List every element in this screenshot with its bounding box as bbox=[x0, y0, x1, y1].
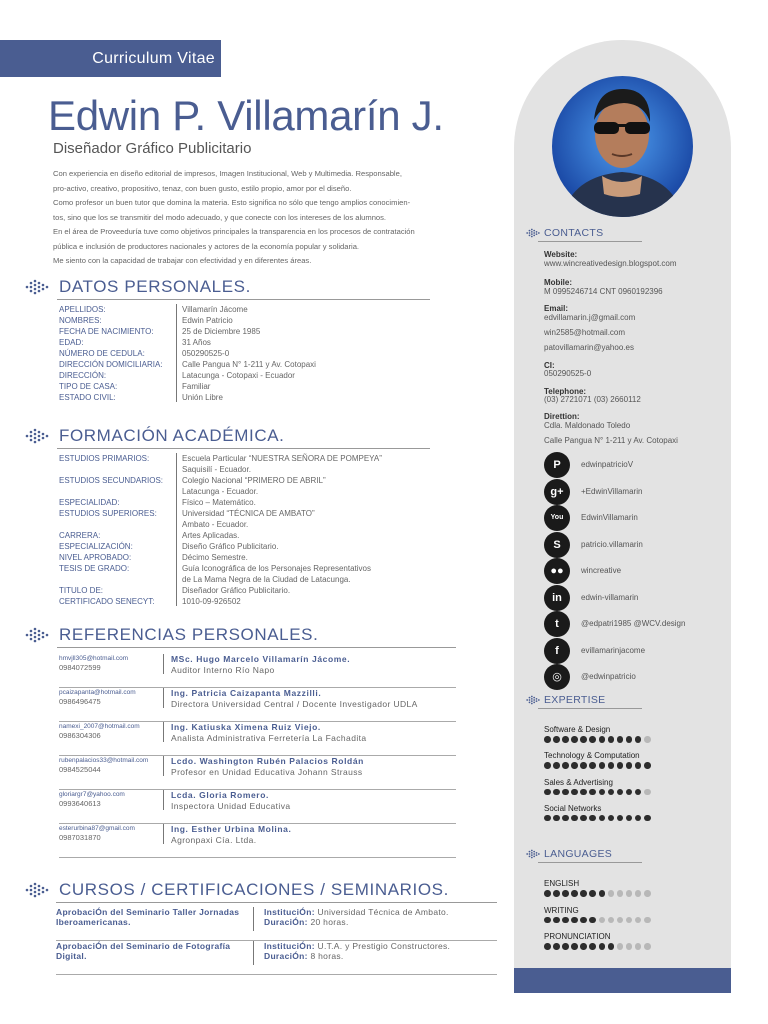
reference-phone: 0984525044 bbox=[59, 765, 101, 774]
divider bbox=[57, 647, 456, 648]
rating-dot-empty bbox=[617, 917, 624, 924]
info-value: Artes Aplicadas. bbox=[182, 531, 240, 540]
rating-dot-empty bbox=[644, 917, 651, 924]
rating-dot-filled bbox=[544, 736, 551, 743]
divider bbox=[56, 902, 497, 903]
rating-dot-empty bbox=[599, 917, 606, 924]
rating-dot-filled bbox=[571, 943, 578, 950]
dot-grid-icon bbox=[25, 627, 49, 643]
rating-dot-filled bbox=[544, 943, 551, 950]
banner-label: Curriculum Vitae bbox=[92, 50, 215, 67]
column-separator bbox=[163, 790, 164, 810]
column-separator bbox=[163, 722, 164, 742]
rating-dot-filled bbox=[562, 789, 569, 796]
info-value: Colegio Nacional “PRIMERO DE ABRIL” bbox=[182, 476, 326, 485]
mobile-value: M 0995246714 CNT 0960192396 bbox=[544, 287, 663, 296]
rating-dot-filled bbox=[635, 762, 642, 769]
rating-dot-filled bbox=[635, 815, 642, 822]
person-name: Edwin P. Villamarín J. bbox=[48, 92, 444, 139]
google-plus-icon[interactable]: g+ bbox=[544, 479, 570, 505]
skill-label: Sales & Advertising bbox=[544, 777, 613, 787]
info-key: ESPECIALIZACIÓN: bbox=[59, 542, 133, 551]
duration-label: DuraciÓn: bbox=[264, 917, 308, 927]
skill-rating bbox=[544, 890, 653, 898]
section-personal-header bbox=[25, 277, 251, 297]
column-separator bbox=[253, 941, 254, 965]
rating-dot-filled bbox=[571, 789, 578, 796]
rating-dot-filled bbox=[580, 762, 587, 769]
rating-dot-filled bbox=[608, 815, 615, 822]
info-value: Diseño Gráfico Publicitario. bbox=[182, 542, 279, 551]
info-value: Saquisilí - Ecuador. bbox=[182, 465, 251, 474]
rating-dot-empty bbox=[626, 943, 633, 950]
column-separator bbox=[163, 688, 164, 708]
email-link[interactable]: edvillamarin.j@gmail.com bbox=[544, 313, 636, 322]
info-key: TIPO DE CASA: bbox=[59, 382, 118, 391]
job-title: Diseñador Gráfico Publicitario bbox=[53, 140, 252, 157]
info-value: Diseñador Gráfico Publicitario. bbox=[182, 586, 291, 595]
linkedin-icon[interactable]: in bbox=[544, 585, 570, 611]
facebook-icon[interactable]: f bbox=[544, 638, 570, 664]
info-value: Universidad “TÉCNICA DE AMBATO” bbox=[182, 509, 315, 518]
skill-rating bbox=[544, 762, 653, 770]
info-key: NOMBRES: bbox=[59, 316, 102, 325]
cv-banner bbox=[0, 40, 221, 77]
skill-label: WRITING bbox=[544, 905, 579, 915]
rating-dot-filled bbox=[599, 815, 606, 822]
rating-dot-filled bbox=[580, 736, 587, 743]
reference-phone: 0986496475 bbox=[59, 697, 101, 706]
reference-entry bbox=[59, 756, 456, 790]
website-link[interactable]: www.wincreativedesign.blogspot.com bbox=[544, 259, 677, 268]
email-label: Email: bbox=[544, 304, 569, 313]
rating-dot-filled bbox=[571, 736, 578, 743]
rating-dot-empty bbox=[635, 943, 642, 950]
course-institution bbox=[264, 907, 449, 917]
rating-dot-filled bbox=[571, 890, 578, 897]
skill-label: Software & Design bbox=[544, 725, 611, 734]
rating-dot-filled bbox=[589, 815, 596, 822]
info-key: ESPECIALIDAD: bbox=[59, 498, 120, 507]
rating-dot-empty bbox=[644, 943, 651, 950]
reference-phone: 0986304306 bbox=[59, 731, 101, 740]
reference-name: Lcda. Gloria Romero. bbox=[171, 790, 269, 800]
rating-dot-filled bbox=[580, 890, 587, 897]
info-value: Villamarín Jácome bbox=[182, 305, 248, 314]
reference-entry bbox=[59, 688, 456, 722]
rating-dot-filled bbox=[626, 736, 633, 743]
social-handle[interactable]: +EdwinVillamarin bbox=[581, 486, 643, 496]
course-title: AprobaciÓn del Seminario Taller Jornadas Iberoamericanas. bbox=[56, 907, 240, 927]
skill-label: Technology & Computation bbox=[544, 751, 640, 761]
course-details bbox=[264, 907, 449, 927]
course-duration bbox=[264, 917, 449, 927]
info-value: Décimo Semestre. bbox=[182, 553, 248, 562]
info-value: Latacunga - Ecuador. bbox=[182, 487, 259, 496]
social-handle[interactable]: wincreative bbox=[581, 566, 622, 575]
rating-dot-filled bbox=[562, 762, 569, 769]
course-entry bbox=[56, 941, 497, 975]
social-handle[interactable]: @edwinpatricio bbox=[581, 672, 636, 681]
column-separator bbox=[253, 907, 254, 931]
info-key: DIRECCIÓN DOMICILIARIA: bbox=[59, 360, 163, 369]
rating-dot-filled bbox=[571, 762, 578, 769]
rating-dot-filled bbox=[589, 917, 596, 924]
info-value: Ambato - Ecuador. bbox=[182, 520, 249, 529]
social-handle[interactable]: edwinpatricioV bbox=[581, 460, 634, 469]
ci-value: 050290525-0 bbox=[544, 369, 592, 378]
info-value: Escuela Particular “NUESTRA SEÑORA DE POMPEYA” bbox=[182, 454, 382, 463]
skill-rating bbox=[544, 917, 653, 925]
rating-dot-empty bbox=[617, 943, 624, 950]
rating-dot-filled bbox=[635, 736, 642, 743]
info-value: Unión Libre bbox=[182, 393, 223, 402]
skill-rating bbox=[544, 815, 653, 823]
rating-dot-empty bbox=[644, 736, 651, 743]
duration-label: DuraciÓn: bbox=[264, 951, 308, 961]
rating-dot-filled bbox=[608, 736, 615, 743]
rating-dot-filled bbox=[589, 890, 596, 897]
course-entry bbox=[56, 907, 497, 941]
skill-rating bbox=[544, 789, 653, 797]
info-value: 25 de Diciembre 1985 bbox=[182, 327, 261, 336]
address-line: Calle Pangua N° 1-211 y Av. Cotopaxi bbox=[544, 436, 678, 445]
summary-line: Como profesor un buen tutor que domina la materia. Esto significa no sólo que tengo amplios conocimien- bbox=[53, 198, 411, 207]
divider bbox=[57, 299, 430, 300]
rating-dot-filled bbox=[608, 789, 615, 796]
rating-dot-filled bbox=[562, 736, 569, 743]
reference-role: Agronpaxi Cía. Ltda. bbox=[171, 835, 257, 845]
institution-value: U.T.A. y Prestigio Constructores. bbox=[317, 941, 451, 951]
profile-photo bbox=[552, 76, 693, 217]
section-education-header bbox=[25, 426, 284, 446]
social-handle[interactable]: EdwinVillamarin bbox=[581, 513, 638, 522]
rating-dot-empty bbox=[626, 890, 633, 897]
reference-role: Analista Administrativa Ferretería La Fachadita bbox=[171, 733, 367, 743]
social-handle[interactable]: edwin-villamarin bbox=[581, 592, 639, 602]
rating-dot-filled bbox=[644, 815, 651, 822]
info-key: CARRERA: bbox=[59, 531, 101, 540]
reference-phone: 0987031870 bbox=[59, 833, 101, 842]
section-title: DATOS PERSONALES. bbox=[59, 277, 251, 296]
rating-dot-empty bbox=[635, 917, 642, 924]
reference-email[interactable]: gloriargr7@yahoo.com bbox=[59, 791, 125, 798]
rating-dot-filled bbox=[544, 762, 551, 769]
skill-label: Social Networks bbox=[544, 803, 602, 813]
course-duration bbox=[264, 951, 450, 961]
profile-summary bbox=[53, 167, 493, 269]
rating-dot-empty bbox=[644, 789, 651, 796]
reference-role: Profesor en Unidad Educativa Johann Strauss bbox=[171, 767, 363, 777]
info-key: CERTIFICADO SENECYT: bbox=[59, 597, 155, 606]
divider bbox=[538, 241, 642, 242]
info-value: 050290525-0 bbox=[182, 349, 230, 358]
reference-email[interactable]: namexi_2007@hotmail.com bbox=[59, 723, 140, 730]
rating-dot-filled bbox=[553, 762, 560, 769]
course-title: AprobaciÓn del Seminario de Fotografía Digital. bbox=[56, 941, 231, 961]
column-separator bbox=[176, 304, 177, 402]
column-separator bbox=[163, 654, 164, 674]
skill-rating bbox=[544, 736, 653, 744]
rating-dot-filled bbox=[599, 890, 606, 897]
dot-grid-icon bbox=[25, 882, 49, 898]
rating-dot-filled bbox=[617, 762, 624, 769]
rating-dot-filled bbox=[599, 762, 606, 769]
rating-dot-filled bbox=[617, 789, 624, 796]
skill-label: ENGLISH bbox=[544, 879, 580, 888]
summary-line: En el área de Proveeduría tuve como objetivos principales la transparencia en los procesos de contratación bbox=[53, 227, 415, 236]
rating-dot-filled bbox=[589, 762, 596, 769]
reference-role: Inspectora Unidad Educativa bbox=[171, 801, 291, 811]
skype-icon[interactable]: S bbox=[544, 532, 570, 558]
info-key: EDAD: bbox=[59, 338, 84, 347]
youtube-icon[interactable]: You bbox=[544, 505, 570, 531]
column-separator bbox=[163, 824, 164, 844]
sidebar-title: LANGUAGES bbox=[544, 848, 613, 860]
rating-dot-empty bbox=[644, 890, 651, 897]
info-key: ESTADO CIVIL: bbox=[59, 393, 116, 402]
ci-label: CI: bbox=[544, 361, 555, 370]
info-key: NIVEL APROBADO: bbox=[59, 553, 132, 562]
social-handle[interactable]: patricio.villamarin bbox=[581, 539, 643, 549]
rating-dot-filled bbox=[571, 815, 578, 822]
sidebar-title: EXPERTISE bbox=[544, 694, 606, 706]
website-label: Website: bbox=[544, 250, 578, 259]
email-link[interactable]: win2585@hotmail.com bbox=[544, 328, 626, 337]
rating-dot-filled bbox=[562, 890, 569, 897]
rating-dot-empty bbox=[626, 917, 633, 924]
sidebar-footer-bar bbox=[514, 968, 731, 993]
contacts-header bbox=[526, 227, 603, 239]
rating-dot-filled bbox=[635, 789, 642, 796]
rating-dot-filled bbox=[608, 762, 615, 769]
institution-label: InstituciÓn: bbox=[264, 907, 315, 917]
info-value: Latacunga - Cotopaxi - Ecuador bbox=[182, 371, 295, 380]
rating-dot-filled bbox=[580, 943, 587, 950]
reference-name: Ing. Patricia Caizapanta Mazzilli. bbox=[171, 688, 322, 698]
info-value: Familiar bbox=[182, 382, 211, 391]
rating-dot-filled bbox=[599, 736, 606, 743]
info-key: ESTUDIOS SUPERIORES: bbox=[59, 509, 157, 518]
rating-dot-filled bbox=[589, 789, 596, 796]
social-handle[interactable]: evillamarinjacome bbox=[581, 645, 646, 655]
summary-line: pro-activo, creativo, propositivo, tenaz, con buen gusto, estilo propio, amor por el diseño. bbox=[53, 183, 352, 193]
rating-dot-filled bbox=[553, 890, 560, 897]
section-title: CURSOS / CERTIFICACIONES / SEMINARIOS. bbox=[59, 880, 449, 899]
reference-email[interactable]: hmvjll305@hotmail.com bbox=[59, 655, 129, 662]
rating-dot-filled bbox=[562, 917, 569, 924]
reference-name: Lcdo. Washington Rubén Palacios Roldán bbox=[171, 756, 364, 766]
rating-dot-empty bbox=[608, 917, 615, 924]
telephone-value: (03) 2721071 (03) 2660112 bbox=[544, 395, 641, 404]
rating-dot-filled bbox=[599, 789, 606, 796]
address-label: Direttion: bbox=[544, 412, 580, 421]
rating-dot-filled bbox=[626, 762, 633, 769]
skill-label: PRONUNCIATION bbox=[544, 932, 611, 941]
reference-role: Auditor Interno Río Napo bbox=[171, 665, 275, 675]
sidebar-title: CONTACTS bbox=[544, 227, 604, 239]
dot-grid-icon bbox=[526, 849, 540, 859]
info-value: 31 Años bbox=[182, 338, 211, 347]
email-link[interactable]: patovillamarin@yahoo.es bbox=[544, 343, 634, 352]
rating-dot-empty bbox=[617, 890, 624, 897]
rating-dot-filled bbox=[608, 943, 615, 950]
course-details bbox=[264, 941, 450, 961]
rating-dot-filled bbox=[580, 815, 587, 822]
rating-dot-filled bbox=[544, 917, 551, 924]
summary-line: pública e inclusión de productores nacionales y actores de la economía popular y solidaria. bbox=[53, 241, 360, 251]
instagram-icon[interactable]: ◎ bbox=[544, 664, 570, 690]
reference-role: Directora Universidad Central / Docente Investigador UDLA bbox=[171, 699, 418, 709]
rating-dot-filled bbox=[580, 917, 587, 924]
info-value: de La Mama Negra de la Ciudad de Latacunga. bbox=[182, 575, 351, 584]
skill-rating bbox=[544, 943, 653, 951]
rating-dot-filled bbox=[571, 917, 578, 924]
languages-header bbox=[526, 848, 612, 860]
divider bbox=[57, 448, 430, 449]
reference-email[interactable]: pcaizapanta@hotmail.com bbox=[59, 689, 136, 696]
rating-dot-filled bbox=[562, 943, 569, 950]
info-key: FECHA DE NACIMIENTO: bbox=[59, 327, 154, 336]
rating-dot-empty bbox=[635, 890, 642, 897]
rating-dot-empty bbox=[608, 890, 615, 897]
expertise-header bbox=[526, 694, 605, 706]
course-institution bbox=[264, 941, 450, 951]
info-key: TITULO DE: bbox=[59, 586, 104, 595]
info-key: APELLIDOS: bbox=[59, 305, 106, 314]
section-title: REFERENCIAS PERSONALES. bbox=[59, 625, 319, 644]
rating-dot-filled bbox=[617, 815, 624, 822]
info-key: ESTUDIOS SECUNDARIOS: bbox=[59, 476, 164, 485]
info-key: TESIS DE GRADO: bbox=[59, 564, 130, 573]
info-key: DIRECCIÓN: bbox=[59, 371, 107, 380]
institution-value: Universidad Técnica de Ambato. bbox=[317, 907, 449, 917]
reference-name: MSc. Hugo Marcelo Villamarín Jácome. bbox=[171, 654, 351, 664]
social-handle[interactable]: @edpatri1985 @WCV.design bbox=[581, 619, 686, 628]
info-value: Guía Iconográfica de los Personajes Representativos bbox=[182, 564, 371, 573]
reference-phone: 0993640613 bbox=[59, 799, 101, 808]
rating-dot-filled bbox=[626, 815, 633, 822]
rating-dot-filled bbox=[599, 943, 606, 950]
rating-dot-filled bbox=[553, 943, 560, 950]
info-value: Calle Pangua N° 1-211 y Av. Cotopaxi bbox=[182, 360, 316, 369]
reference-email[interactable]: esterurbina87@gmail.com bbox=[59, 825, 135, 832]
reference-entry bbox=[59, 654, 456, 688]
reference-phone: 0984072599 bbox=[59, 663, 101, 672]
info-value: Edwin Patricio bbox=[182, 316, 233, 325]
reference-entry bbox=[59, 722, 456, 756]
rating-dot-filled bbox=[544, 789, 551, 796]
rating-dot-filled bbox=[580, 789, 587, 796]
reference-entry bbox=[59, 790, 456, 824]
section-references-header bbox=[25, 625, 318, 645]
rating-dot-filled bbox=[589, 736, 596, 743]
section-title: FORMACIÓN ACADÉMICA. bbox=[59, 426, 285, 445]
dot-grid-icon bbox=[25, 279, 49, 295]
info-key: NÚMERO DE CEDULA: bbox=[59, 349, 145, 358]
rating-dot-filled bbox=[644, 762, 651, 769]
rating-dot-filled bbox=[544, 890, 551, 897]
info-value: Físico – Matemático. bbox=[182, 498, 256, 507]
summary-line: tos, sino que los se transmitir del modo adecuado, y que conecte con los intereses de los alumnos. bbox=[53, 212, 387, 222]
column-separator bbox=[176, 453, 177, 606]
duration-value: 8 horas. bbox=[310, 951, 344, 961]
divider bbox=[538, 862, 642, 863]
flickr-icon[interactable]: ●● bbox=[544, 558, 570, 584]
info-value: 1010-09-926502 bbox=[182, 597, 241, 606]
summary-line: Con experiencia en diseño editorial de impresos, Imagen Institucional, Web y Multimedia. Responsable, bbox=[53, 169, 402, 178]
rating-dot-filled bbox=[553, 815, 560, 822]
telephone-label: Telephone: bbox=[544, 387, 587, 396]
divider bbox=[538, 708, 642, 709]
dot-grid-icon bbox=[25, 428, 49, 444]
dot-grid-icon bbox=[526, 695, 540, 705]
summary-line: Me siento con la capacidad de trabajar con efectividad y en diferentes áreas. bbox=[53, 256, 312, 265]
section-courses-header bbox=[25, 880, 449, 900]
institution-label: InstituciÓn: bbox=[264, 941, 315, 951]
rating-dot-filled bbox=[553, 789, 560, 796]
pinterest-icon[interactable]: P bbox=[544, 452, 570, 478]
info-key: ESTUDIOS PRIMARIOS: bbox=[59, 454, 150, 463]
rating-dot-filled bbox=[589, 943, 596, 950]
mobile-label: Mobile: bbox=[544, 278, 572, 287]
dot-grid-icon bbox=[526, 228, 540, 238]
rating-dot-filled bbox=[562, 815, 569, 822]
reference-name: Ing. Esther Urbina Molina. bbox=[171, 824, 292, 834]
reference-name: Ing. Katiuska Ximena Ruiz Viejo. bbox=[171, 722, 321, 732]
column-separator bbox=[163, 756, 164, 776]
rating-dot-filled bbox=[553, 736, 560, 743]
rating-dot-filled bbox=[544, 815, 551, 822]
reference-entry bbox=[59, 824, 456, 858]
rating-dot-filled bbox=[617, 736, 624, 743]
reference-email[interactable]: rubenpalacios33@hotmail.com bbox=[59, 757, 149, 764]
twitter-icon[interactable]: t bbox=[544, 611, 570, 637]
rating-dot-filled bbox=[626, 789, 633, 796]
duration-value: 20 horas. bbox=[310, 917, 349, 927]
address-line: Cdla. Maldonado Toledo bbox=[544, 421, 631, 430]
rating-dot-filled bbox=[553, 917, 560, 924]
